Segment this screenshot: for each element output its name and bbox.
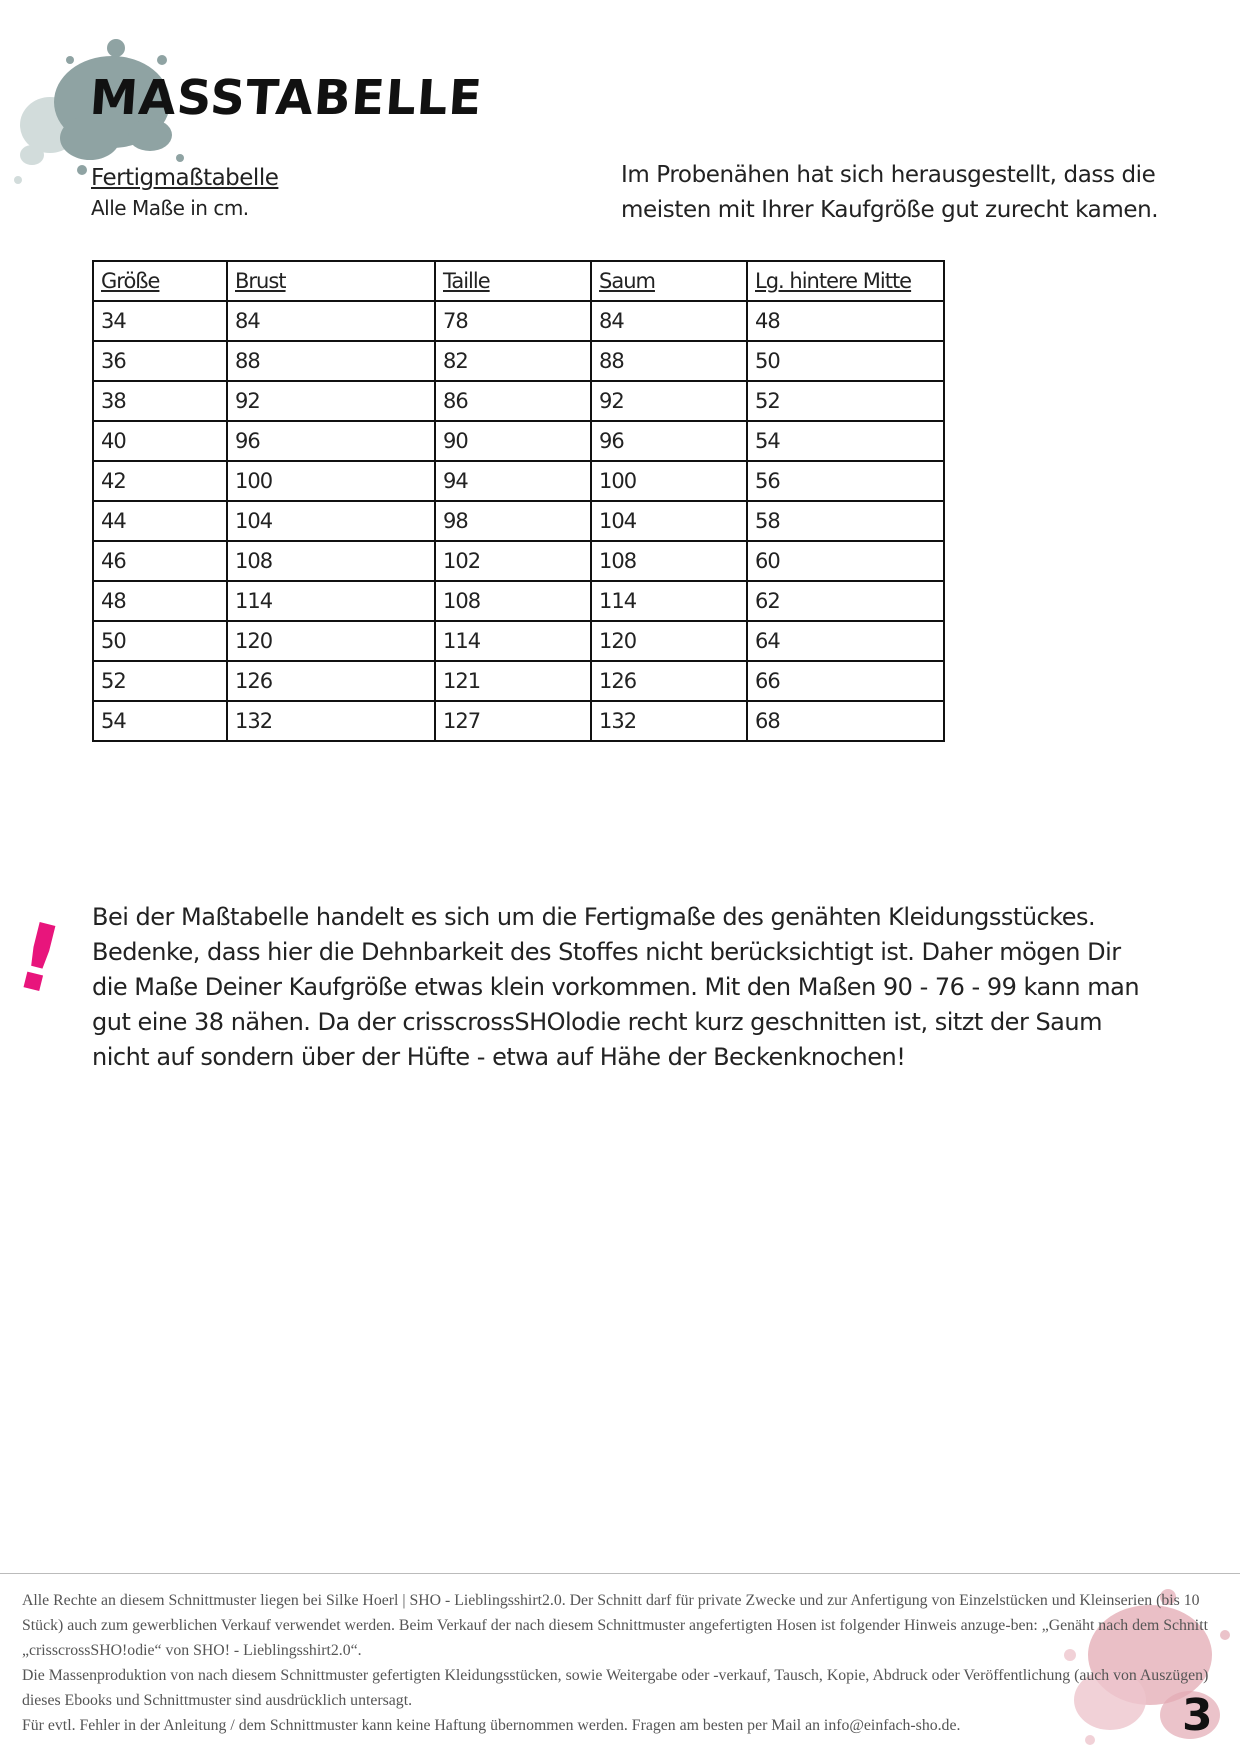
table-cell: 114 <box>591 581 747 621</box>
table-header-row <box>93 261 944 301</box>
table-cell: 82 <box>435 341 591 381</box>
table-cell: 104 <box>591 501 747 541</box>
table-row <box>93 541 944 581</box>
table-cell: 126 <box>227 661 435 701</box>
table-row <box>93 581 944 621</box>
table-cell: 54 <box>747 421 944 461</box>
table-cell: 66 <box>747 661 944 701</box>
table-cell: 46 <box>93 541 227 581</box>
units-note: Alle Maße in cm. <box>91 196 249 220</box>
table-cell: 52 <box>93 661 227 701</box>
intro-text: Im Probenähen hat sich herausgestellt, dass die meisten mit Ihrer Kaufgröße gut zurecht kamen. <box>621 162 1159 223</box>
table-row <box>93 421 944 461</box>
table-cell: 92 <box>591 381 747 421</box>
table-cell: 108 <box>435 581 591 621</box>
table-row <box>93 501 944 541</box>
table-cell: 40 <box>93 421 227 461</box>
table-cell: 62 <box>747 581 944 621</box>
table-row <box>93 301 944 341</box>
table-cell: 108 <box>227 541 435 581</box>
table-cell: 42 <box>93 461 227 501</box>
table-cell: 52 <box>747 381 944 421</box>
table-cell: 84 <box>591 301 747 341</box>
table-cell: 132 <box>591 701 747 741</box>
table-cell: 108 <box>591 541 747 581</box>
table-cell: 90 <box>435 421 591 461</box>
footer-prohibition: Die Massenproduktion von nach diesem Schnittmuster gefertigten Kleidungsstücken, sowie Weitergabe oder -verkauf, Tausch, Kopie, Abdruck oder Veröffentlichung (auch von Auszügen) dieses Ebooks und Schnittmuster sind ausdrücklich untersagt. <box>22 1667 1209 1709</box>
table-cell: 48 <box>747 301 944 341</box>
column-header: Taille <box>435 261 591 301</box>
table-cell: 126 <box>591 661 747 701</box>
table-cell: 48 <box>93 581 227 621</box>
table-cell: 121 <box>435 661 591 701</box>
column-header: Lg. hintere Mitte <box>747 261 944 301</box>
table-cell: 58 <box>747 501 944 541</box>
table-cell: 50 <box>93 621 227 661</box>
table-cell: 34 <box>93 301 227 341</box>
table-cell: 104 <box>227 501 435 541</box>
table-cell: 102 <box>435 541 591 581</box>
table-cell: 98 <box>435 501 591 541</box>
table-cell: 96 <box>227 421 435 461</box>
table-row <box>93 701 944 741</box>
table-cell: 36 <box>93 341 227 381</box>
size-table <box>92 260 945 742</box>
table-row <box>93 381 944 421</box>
table-cell: 64 <box>747 621 944 661</box>
table-row <box>93 461 944 501</box>
table-cell: 120 <box>227 621 435 661</box>
table-row <box>93 341 944 381</box>
table-cell: 78 <box>435 301 591 341</box>
table-cell: 86 <box>435 381 591 421</box>
column-header: Saum <box>591 261 747 301</box>
table-cell: 68 <box>747 701 944 741</box>
table-cell: 114 <box>435 621 591 661</box>
table-cell: 96 <box>591 421 747 461</box>
table-cell: 60 <box>747 541 944 581</box>
table-subtitle: Fertigmaßtabelle <box>91 165 279 191</box>
table-cell: 127 <box>435 701 591 741</box>
table-row <box>93 621 944 661</box>
table-cell: 56 <box>747 461 944 501</box>
table-cell: 54 <box>93 701 227 741</box>
table-cell: 114 <box>227 581 435 621</box>
table-cell: 120 <box>591 621 747 661</box>
table-cell: 100 <box>591 461 747 501</box>
column-header: Größe <box>93 261 227 301</box>
table-cell: 100 <box>227 461 435 501</box>
table-cell: 50 <box>747 341 944 381</box>
table-cell: 84 <box>227 301 435 341</box>
table-cell: 132 <box>227 701 435 741</box>
table-cell: 94 <box>435 461 591 501</box>
table-cell: 88 <box>591 341 747 381</box>
table-cell: 92 <box>227 381 435 421</box>
footer-copyright: Alle Rechte an diesem Schnittmuster liegen bei Silke Hoerl | SHO - Lieblingsshirt2.0. Der Schnitt darf für private Zwecke und zur Anfertigung von Einzelstücken und Kleinserien (bis 10 Stück) auch zum gewerblichen Verkauf verwendet werden. Beim Verkauf der nach diesem Schnittmuster angefertigten Hosen ist folgender Hinweis anzuge-ben: „Genäht nach dem Schnitt „crisscrossSHO!odie“ von SHO! - Lieblingsshirt2.0“. <box>22 1592 1208 1659</box>
page-title: MASSTABELLE <box>88 70 485 126</box>
exclamation-icon: ! <box>5 901 73 1016</box>
table-cell: 88 <box>227 341 435 381</box>
page-number: 3 <box>1182 1690 1213 1741</box>
column-header: Brust <box>227 261 435 301</box>
table-cell: 44 <box>93 501 227 541</box>
footer-legal-text <box>22 1588 1222 1738</box>
table-row <box>93 661 944 701</box>
footer-divider <box>0 1573 1240 1574</box>
size-note: Bei der Maßtabelle handelt es sich um die Fertigmaße des genähten Kleidungsstückes. Bedenke, dass hier die Dehnbarkeit des Stoffes nicht berücksichtigt ist. Daher mögen Dir die Maße Deiner Kaufgröße etwas klein vorkommen. Mit den Maßen 90 - 76 - 99 kann man gut eine 38 nähen. Da der crisscrossSHOlodie recht kurz geschnitten ist, sitzt der Saum nicht auf sondern über der Hüfte - etwa auf Hähe der Beckenknochen! <box>92 903 1140 1071</box>
table-cell: 38 <box>93 381 227 421</box>
footer-disclaimer: Für evtl. Fehler in der Anleitung / dem Schnittmuster kann keine Haftung übernommen werden. Fragen am besten per Mail an info@einfach-sho.de. <box>22 1717 961 1734</box>
